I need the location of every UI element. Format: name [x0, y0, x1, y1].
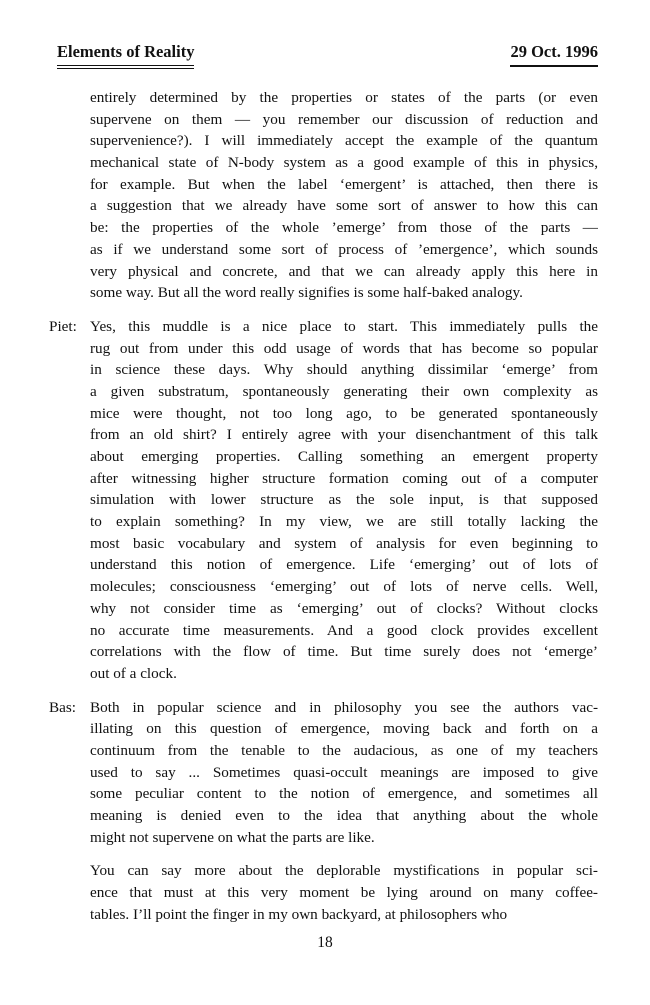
text-line: simulation with lower structure as the sole input, is that supposed	[90, 491, 598, 509]
text-line: meaning is denied even to the idea that anything about the whole	[90, 807, 598, 824]
page-header-date: 29 Oct. 1996	[510, 42, 598, 67]
text-line: out of a clock.	[90, 664, 177, 682]
text-line: after witnessing higher structure formation coming out of a computer	[90, 469, 598, 487]
text-line: some way. But all the word really signifies is some half-baked analogy.	[90, 284, 523, 302]
text-line: as if we understand some sort of process of ’emergence’, which sounds	[90, 240, 598, 258]
text-line: from an old shirt? I entirely agree with your disenchantment of this talk	[90, 426, 598, 444]
paragraph	[90, 87, 598, 304]
text-line: You can say more about the deplorable mystifications in popular sci-	[90, 862, 598, 880]
text-line: why not consider time as ‘emerging’ out of clocks? Without clocks	[90, 599, 598, 617]
text-line: to explain something? In my view, we are still totally lacking the	[90, 513, 598, 531]
text-line: continuum from the tenable to the audacious, as one of my teachers	[90, 741, 598, 759]
text-line: for example. But when the label ‘emergent’ is attached, then there is	[90, 175, 598, 193]
text-line: molecules; consciousness ‘emerging’ out of lots of nerve cells. Well,	[90, 578, 598, 596]
text-line: mice were thought, not too long ago, to be generated spontaneously	[90, 404, 598, 422]
text-line: in science these days. Why should anything dissimilar ‘emerge’ from	[90, 361, 598, 379]
text-line: mechanical state of N-body system as a good example of this in physics,	[90, 154, 598, 172]
text-line: used to say ... Sometimes quasi-occult meanings are imposed to give	[90, 763, 598, 781]
page-header-title: Elements of Reality	[57, 42, 194, 69]
speaker-label: Bas:	[49, 698, 77, 716]
text-line: no accurate time measurements. And a good clock provides excellent	[90, 621, 598, 639]
text-line: illating on this question of emergence, moving back and forth on a	[90, 720, 598, 738]
text-line: Yes, this muddle is a nice place to start. This immediately pulls the	[90, 317, 598, 335]
paragraph	[90, 860, 598, 925]
text-line: correlations with the flow of time. But time surely does not ‘emerge’	[90, 643, 598, 661]
text-line: a suggestion that we already have some sort of answer to how this can	[90, 197, 598, 215]
text-line: Both in popular science and in philosophy you see the authors vac-	[90, 698, 598, 716]
text-line: supervenience?). I will immediately accept the example of the quantum	[90, 132, 598, 150]
text-line: entirely determined by the properties or states of the parts (or even	[90, 89, 598, 106]
text-line: some peculiar content to the notion of emergence, and sometimes all	[90, 785, 598, 803]
text-line: supervene on them — you remember our discussion of reduction and	[90, 110, 598, 128]
paragraph	[49, 697, 598, 849]
text-line: ence that must at this very moment be lying around on many coffee-	[90, 884, 598, 902]
text-line: about emerging properties. Calling something an emergent property	[90, 448, 598, 465]
text-line: tables. I’ll point the finger in my own backyard, at philosophers who	[90, 905, 508, 923]
text-line: understand this notion of emergence. Life ‘emerging’ out of lots of	[90, 556, 598, 574]
text-line: be: the properties of the whole ’emerge’ from those of the parts —	[90, 219, 598, 237]
running-head	[57, 42, 598, 69]
text-line: most basic vocabulary and system of analysis for even beginning to	[90, 534, 598, 552]
page-body	[49, 87, 598, 937]
text-line: might not supervene on what the parts are like.	[90, 828, 375, 846]
text-line: very physical and concrete, and that we can already apply this here in	[90, 262, 598, 280]
text-line: rug out from under this odd usage of words that has become so popular	[90, 339, 598, 357]
speaker-label: Piet:	[49, 317, 77, 335]
text-line: a given substratum, spontaneously generating their own complexity as	[90, 382, 598, 400]
page-number: 18	[317, 934, 333, 951]
paragraph	[49, 316, 598, 685]
